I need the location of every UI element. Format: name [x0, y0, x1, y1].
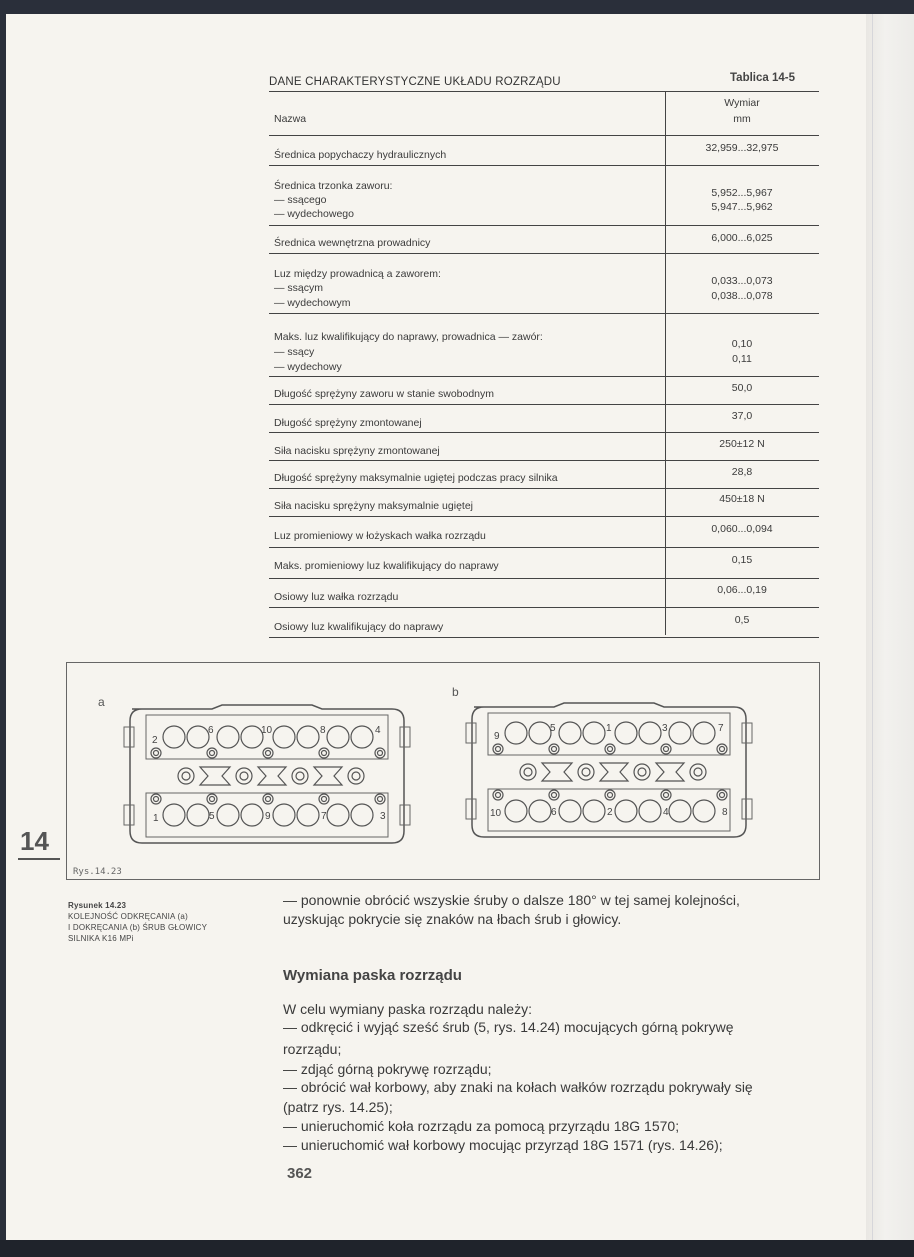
- instruction-line: — obrócić wał korbowy, aby znaki na kołach wałków rozrządu pokrywały się: [283, 1079, 753, 1095]
- table-row: Siła nacisku sprężyny maksymalnie ugiętej 450±18 N: [269, 488, 819, 489]
- table-row: Maks. luz kwalifikujący do naprawy, prowadnica — zawór: — ssący — wydechowy 0,10 0,11: [269, 313, 819, 314]
- table-row: Osiowy luz kwalifikujący do naprawy 0,5: [269, 607, 819, 608]
- table-row: Średnica trzonka zaworu: — ssącego — wydechowego 5,952...5,967 5,947...5,962: [269, 165, 819, 166]
- table-row: Luz między prowadnicą a zaworem: — ssącym — wydechowym 0,033...0,073 0,038...0,078: [269, 253, 819, 254]
- caption-line: SILNIKA K16 MPi: [68, 934, 134, 943]
- table-row: Długość sprężyny zmontowanej 37,0: [269, 404, 819, 405]
- table-reference: Tablica 14-5: [730, 72, 795, 84]
- chapter-number-tab: 14: [20, 826, 49, 856]
- paragraph-line: uzyskując pokrycie się znaków na łbach śrub i głowicy.: [283, 911, 622, 927]
- svg-text:3: 3: [662, 723, 668, 734]
- chapter-underline: [18, 858, 60, 860]
- instruction-line: (patrz rys. 14.25);: [283, 1099, 393, 1115]
- svg-text:6: 6: [208, 725, 214, 736]
- svg-text:2: 2: [152, 735, 158, 746]
- header-name: Nazwa: [274, 113, 307, 125]
- table-bottom-rule: [269, 637, 819, 638]
- header-value-unit: mm: [733, 113, 751, 125]
- svg-text:8: 8: [320, 725, 326, 736]
- instruction-line: rozrządu;: [283, 1041, 342, 1057]
- svg-text:1: 1: [153, 813, 159, 824]
- instruction-line: — odkręcić i wyjąć sześć śrub (5, rys. 14.24) mocujących górną pokrywę: [283, 1019, 734, 1035]
- svg-text:6: 6: [551, 807, 557, 818]
- svg-text:3: 3: [380, 811, 386, 822]
- table-header-row: [269, 91, 819, 136]
- cylinder-head-diagram-a: [122, 701, 412, 851]
- diagram-b-label: b: [452, 685, 459, 699]
- svg-text:5: 5: [209, 811, 215, 822]
- paragraph-line: — ponownie obrócić wszyskie śruby o dalsze 180° w tej samej kolejności,: [283, 892, 740, 908]
- table-row: Siła nacisku sprężyny zmontowanej 250±12 N: [269, 432, 819, 433]
- svg-text:8: 8: [722, 807, 728, 818]
- page-gutter: [872, 14, 873, 1242]
- table-row: Średnica popychaczy hydraulicznych 32,959...32,975: [269, 135, 819, 136]
- diagram-a-label: a: [98, 695, 105, 709]
- svg-text:5: 5: [550, 723, 556, 734]
- svg-text:9: 9: [494, 731, 500, 742]
- next-page-edge: [866, 14, 914, 1242]
- svg-text:9: 9: [265, 811, 271, 822]
- svg-text:4: 4: [663, 807, 669, 818]
- svg-text:10: 10: [490, 808, 502, 819]
- table-row: Osiowy luz wałka rozrządu 0,06...0,19: [269, 578, 819, 579]
- table-row: Długość sprężyny zaworu w stanie swobodnym 50,0: [269, 376, 819, 377]
- scanner-background: [0, 1240, 914, 1257]
- table-row: Maks. promieniowy luz kwalifikujący do naprawy 0,15: [269, 547, 819, 548]
- svg-text:10: 10: [261, 725, 273, 736]
- figure-caption: [68, 900, 207, 944]
- svg-text:1: 1: [606, 723, 612, 734]
- page-number: 362: [287, 1165, 313, 1182]
- table-row: Luz promieniowy w łożyskach wałka rozrządu 0,060...0,094: [269, 516, 819, 517]
- caption-line: I DOKRĘCANIA (b) ŚRUB GŁOWICY: [68, 923, 208, 932]
- instruction-line: W celu wymiany paska rozrządu należy:: [283, 1001, 532, 1017]
- svg-text:7: 7: [718, 723, 724, 734]
- table-title: DANE CHARAKTERYSTYCZNE UKŁADU ROZRZĄDU: [269, 76, 561, 88]
- cylinder-head-diagram-b: [464, 701, 754, 841]
- section-heading: Wymiana paska rozrządu: [283, 967, 462, 984]
- caption-title: Rysunek 14.23: [68, 901, 127, 910]
- svg-text:7: 7: [321, 811, 327, 822]
- instruction-line: — unieruchomić koła rozrządu za pomocą przyrządu 18G 1570;: [283, 1118, 680, 1134]
- instruction-line: — zdjąć górną pokrywę rozrządu;: [283, 1061, 492, 1077]
- table-row: Długość sprężyny maksymalnie ugiętej podczas pracy silnika 28,8: [269, 460, 819, 461]
- svg-text:2: 2: [607, 807, 613, 818]
- figure-cylinder-head-bolts: [66, 662, 820, 880]
- figure-id: Rys.14.23: [73, 867, 122, 877]
- svg-text:4: 4: [375, 725, 381, 736]
- header-value-label: Wymiar: [724, 97, 760, 109]
- instruction-line: — unieruchomić wał korbowy mocując przyrząd 18G 1571 (rys. 14.26);: [283, 1137, 723, 1153]
- caption-line: KOLEJNOŚĆ ODKRĘCANIA (a): [68, 912, 188, 921]
- table-row: Średnica wewnętrzna prowadnicy 6,000...6,025: [269, 225, 819, 226]
